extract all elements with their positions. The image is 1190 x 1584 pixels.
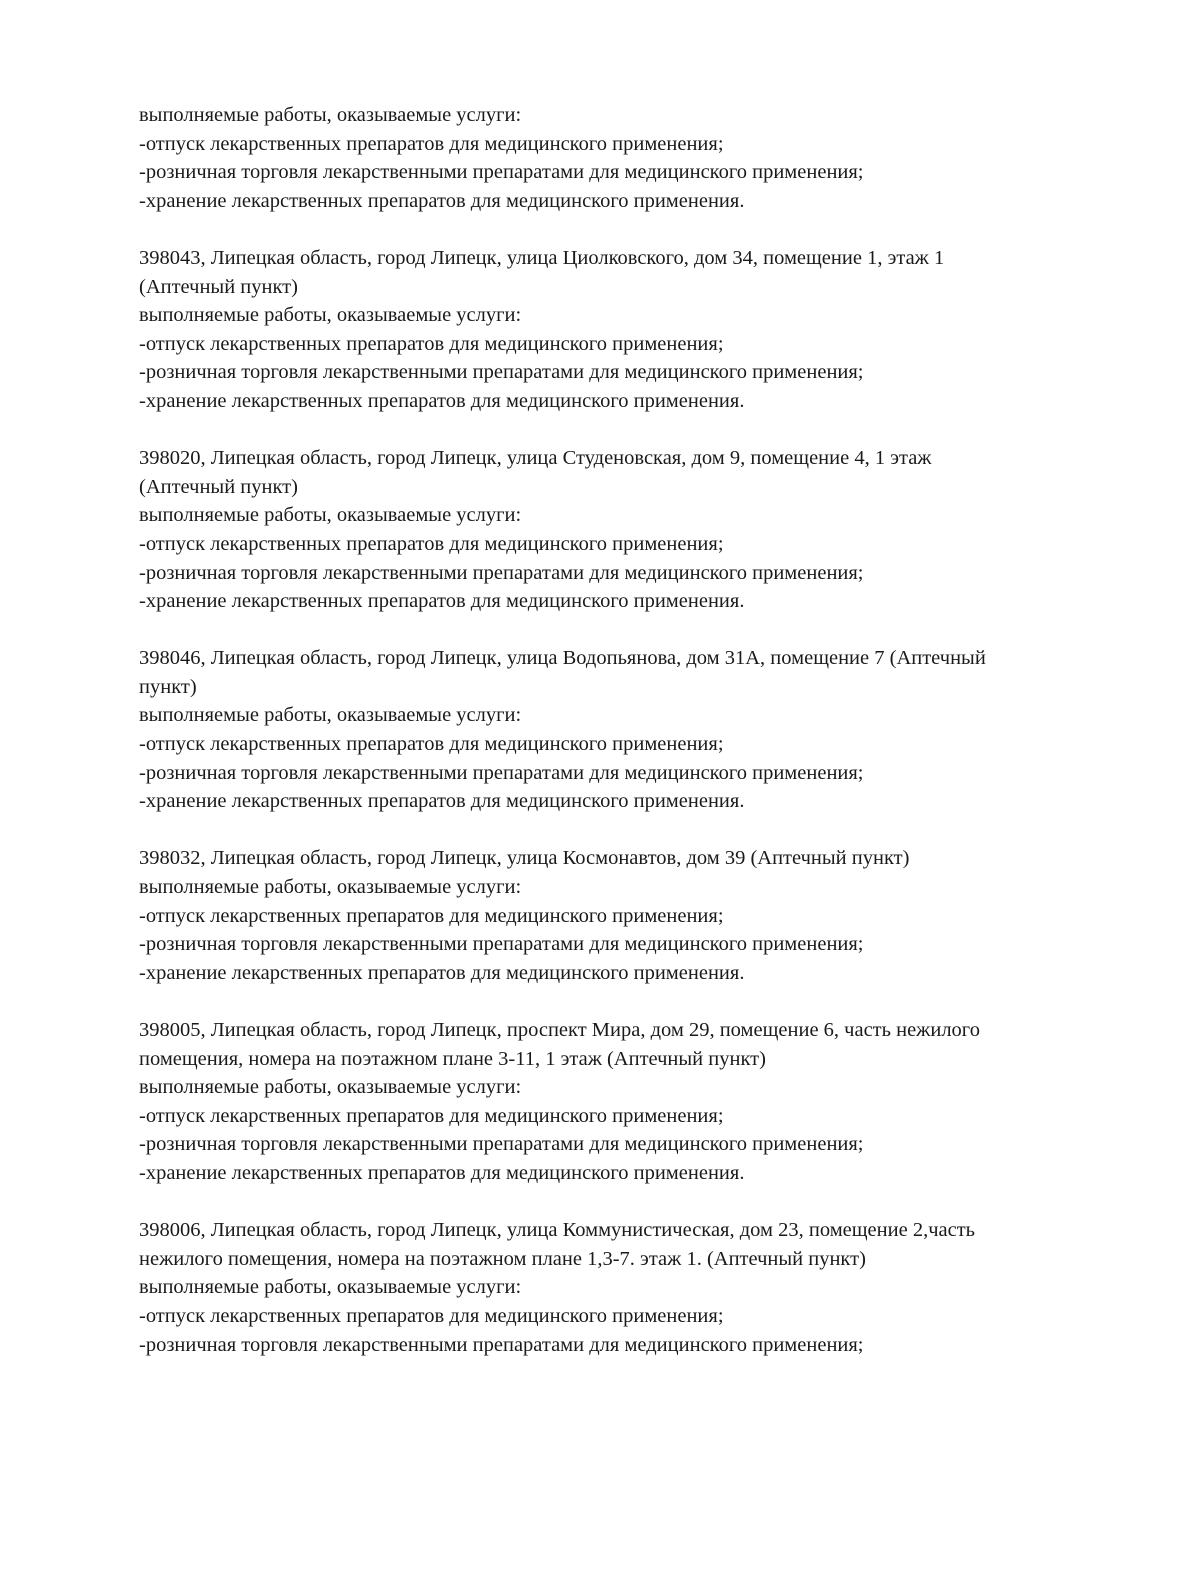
pharmacy-entry <box>139 444 1129 616</box>
service-line: -отпуск лекарственных препаратов для медицинского применения; <box>139 532 724 555</box>
address-line: 398032, Липецкая область, город Липецк, улица Космонавтов, дом 39 (Аптечный пункт) <box>139 847 910 870</box>
address-line: нежилого помещения, номера на поэтажном плане 1,3-7. этаж 1. (Аптечный пункт) <box>139 1247 866 1270</box>
service-line: -хранение лекарственных препаратов для медицинского применения. <box>139 389 745 412</box>
address-line: 398043, Липецкая область, город Липецк, улица Циолковского, дом 34, помещение 1, этаж 1 <box>139 246 945 269</box>
service-line: -розничная торговля лекарственными препаратами для медицинского применения; <box>139 1333 864 1356</box>
address-line: (Аптечный пункт) <box>139 275 298 298</box>
service-line: -розничная торговля лекарственными препаратами для медицинского применения; <box>139 561 864 584</box>
service-line: -розничная торговля лекарственными препаратами для медицинского применения; <box>139 1133 864 1156</box>
intro-block <box>139 101 1129 215</box>
service-line: -хранение лекарственных препаратов для медицинского применения. <box>139 961 745 984</box>
address-line: 398006, Липецкая область, город Липецк, улица Коммунистическая, дом 23, помещение 2,часть <box>139 1219 976 1242</box>
works-label: выполняемые работы, оказываемые услуги: <box>139 504 522 527</box>
address-line: 398005, Липецкая область, город Липецк, проспект Мира, дом 29, помещение 6, часть нежилого <box>139 1019 980 1041</box>
service-line: -розничная торговля лекарственными препаратами для медицинского применения; <box>139 161 864 184</box>
address-line: пункт) <box>139 675 197 698</box>
document-page <box>139 101 1129 1388</box>
works-label: выполняемые работы, оказываемые услуги: <box>139 1076 522 1099</box>
address-line: 398046, Липецкая область, город Липецк, улица Водопьянова, дом 31А, помещение 7 (Аптечный <box>139 647 986 670</box>
service-line: -хранение лекарственных препаратов для медицинского применения. <box>139 790 745 813</box>
service-line: -розничная торговля лекарственными препаратами для медицинского применения; <box>139 933 864 956</box>
pharmacy-entry <box>139 244 1129 416</box>
works-label: выполняемые работы, оказываемые услуги: <box>139 304 522 327</box>
pharmacy-entry <box>139 1016 1129 1188</box>
service-line: -хранение лекарственных препаратов для медицинского применения. <box>139 189 745 212</box>
works-label: выполняемые работы, оказываемые услуги: <box>139 104 522 126</box>
service-line: -отпуск лекарственных препаратов для медицинского применения; <box>139 132 724 155</box>
service-line: -хранение лекарственных препаратов для медицинского применения. <box>139 1161 745 1184</box>
service-line: -отпуск лекарственных препаратов для медицинского применения; <box>139 904 724 927</box>
pharmacy-entry <box>139 844 1129 987</box>
works-label: выполняемые работы, оказываемые услуги: <box>139 1276 522 1299</box>
service-line: -отпуск лекарственных препаратов для медицинского применения; <box>139 733 724 756</box>
address-line: (Аптечный пункт) <box>139 475 298 498</box>
address-line: 398020, Липецкая область, город Липецк, улица Студеновская, дом 9, помещение 4, 1 этаж <box>139 447 932 470</box>
pharmacy-entry <box>139 644 1129 816</box>
service-line: -розничная торговля лекарственными препаратами для медицинского применения; <box>139 761 864 784</box>
address-line: помещения, номера на поэтажном плане 3-11, 1 этаж (Аптечный пункт) <box>139 1047 766 1070</box>
works-label: выполняемые работы, оказываемые услуги: <box>139 704 522 727</box>
service-line: -отпуск лекарственных препаратов для медицинского применения; <box>139 1304 724 1327</box>
works-label: выполняемые работы, оказываемые услуги: <box>139 876 522 899</box>
pharmacy-entry <box>139 1216 1129 1359</box>
service-line: -хранение лекарственных препаратов для медицинского применения. <box>139 590 745 613</box>
service-line: -отпуск лекарственных препаратов для медицинского применения; <box>139 1104 724 1127</box>
service-line: -розничная торговля лекарственными препаратами для медицинского применения; <box>139 361 864 384</box>
service-line: -отпуск лекарственных препаратов для медицинского применения; <box>139 332 724 355</box>
